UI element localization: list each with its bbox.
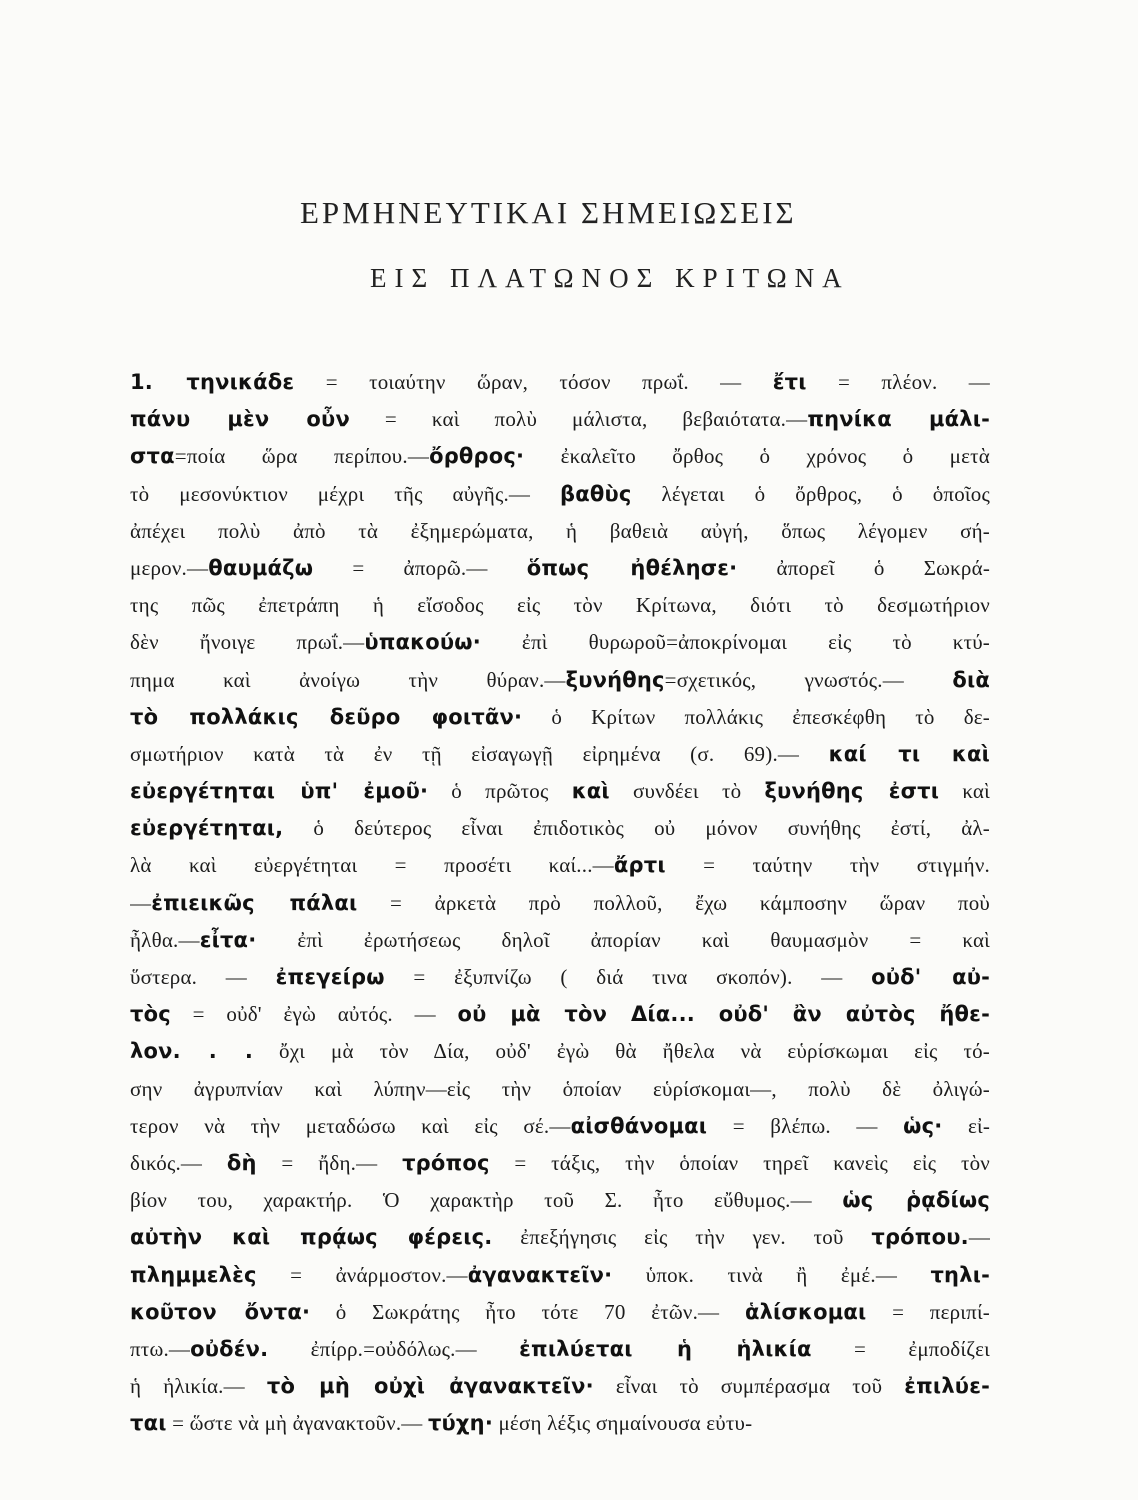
lemma-term: οὐδέν. [190, 1336, 269, 1361]
lemma-term: ται [130, 1411, 167, 1436]
text-line [130, 1219, 990, 1256]
text-line [130, 587, 990, 624]
gloss-text: = περιπί- [866, 1299, 990, 1324]
text-line [130, 699, 990, 736]
gloss-text: = ἤδη.— [256, 1150, 403, 1175]
gloss-text: ὑποκ. τινὰ ἢ ἐμέ.— [612, 1262, 931, 1287]
lemma-term: ἐπεγείρω [275, 965, 385, 989]
text-line [130, 1294, 990, 1331]
lemma-term: βαθὺς [560, 481, 632, 506]
text-line [130, 1405, 990, 1442]
gloss-text: ὕστερα. — [130, 965, 276, 989]
gloss-text: ἦλθα.— [130, 927, 200, 952]
gloss-text: πτω.— [130, 1336, 191, 1361]
gloss-text: σην ἀγρυπνίαν καὶ λύπην—εἰς τὴν ὁποίαν εὑρίσκομαι—, πολὺ δὲ ὀλιγώ- [130, 1076, 990, 1101]
text-line [130, 736, 990, 773]
lemma-term: καὶ [571, 779, 610, 804]
gloss-text: ἐπὶ θυρωροῦ=ἀποκρίνομαι εἰς τὸ κτύ- [480, 630, 990, 655]
lemma-term: ὡς ῥᾳδίως [842, 1188, 990, 1213]
text-line [130, 773, 990, 810]
text-line [130, 1071, 990, 1108]
gloss-text: =σχετικός, γνωστός.— [664, 667, 953, 692]
gloss-text: τὸ μεσονύκτιον μέχρι τῆς αὐγῆς.— [130, 481, 561, 506]
gloss-text: — [968, 1225, 990, 1250]
gloss-text: ἐκαλεῖτο ὄρθος ὁ χρόνος ὁ μετὰ [524, 444, 990, 469]
lemma-term: πλημμελὲς [130, 1262, 257, 1287]
lemma-term: πάνυ μὲν οὖν [130, 407, 350, 432]
lemma-term: τρόπου. [871, 1225, 969, 1250]
text-line [130, 1257, 990, 1294]
text-line [130, 364, 990, 401]
lemma-term: τὸ πολλάκις δεῦρο φοιτᾶν· [130, 704, 523, 729]
lemma-term: στα [130, 444, 175, 469]
gloss-text: μέση λέξις σημαίνουσα εὐτυ- [493, 1411, 753, 1436]
gloss-text: =ποία ὥρα περίπου.— [174, 444, 430, 469]
lemma-term: ὅπως ἠθέλησε· [526, 555, 738, 580]
gloss-text: ὁ Κρίτων πολλάκις ἐπεσκέφθη τὸ δε- [522, 704, 990, 729]
gloss-text: καὶ [939, 779, 990, 804]
lemma-term: εἶτα· [199, 927, 257, 952]
gloss-text: = βλέπω. — [707, 1113, 904, 1138]
lemma-term: εὐεργέτηται, [130, 816, 284, 841]
lemma-term: πηνίκα μάλι- [807, 407, 990, 432]
lemma-term: τὸς [130, 1002, 171, 1027]
gloss-text: ἀπορεῖ ὁ Σωκρά- [737, 555, 990, 580]
gloss-text: = οὐδ' ἐγὼ αὐτός. — [170, 1002, 458, 1027]
gloss-text: δὲν ἤνοιγε πρωΐ.— [130, 630, 365, 655]
text-line [130, 996, 990, 1033]
gloss-text: ἐπὶ ἐρωτήσεως δηλοῖ ἀπορίαν καὶ θαυμασμὸν = καὶ [256, 927, 990, 952]
gloss-text: ἐπίρρ.=οὐδόλως.— [268, 1336, 520, 1361]
gloss-text: τερον νὰ τὴν μεταδώσω καὶ εἰς σέ.— [130, 1113, 571, 1138]
gloss-text: = τάξις, τὴν ὁποίαν τηρεῖ κανεὶς εἰς τὸν [489, 1150, 990, 1175]
lemma-term: ξυνήθης [565, 667, 665, 692]
lemma-term: λον. . . [130, 1039, 254, 1064]
gloss-text: = ἐμποδίζει [811, 1336, 990, 1361]
gloss-text: = ταύτην τὴν στιγμήν. [665, 853, 990, 878]
lemma-term: ἐπιλύεται ἡ ἡλικία [519, 1336, 812, 1361]
lemma-term: ὡς· [903, 1113, 943, 1138]
lemma-term: τύχη· [427, 1411, 494, 1436]
lemma-term: ἁλίσκομαι [744, 1299, 867, 1324]
text-line [130, 476, 990, 513]
gloss-text: λέγεται ὁ ὄρθρος, ὁ ὁποῖος [631, 481, 990, 506]
gloss-text: = ἐξυπνίζω ( διά τινα σκοπόν). — [384, 965, 872, 989]
text-line [130, 885, 990, 922]
lemma-term: 1. τηνικάδε [130, 370, 295, 394]
gloss-text: ἀπέχει πολὺ ἀπὸ τὰ ἐξημερώματα, ἡ βαθειὰ αὐγή, ὅπως λέγομεν σή- [130, 518, 990, 543]
lemma-term: ἀγανακτεῖν· [467, 1262, 613, 1287]
lemma-term: αὐτὴν καὶ πρᾴως φέρεις. [130, 1225, 493, 1250]
lemma-term: ἄρτι [613, 853, 666, 878]
lemma-term: οὐ μὰ τὸν Δία... οὐδ' ἂν αὐτὸς ἤθε- [457, 1002, 990, 1027]
text-line [130, 1331, 990, 1368]
text-line [130, 1108, 990, 1145]
lemma-term: δὴ [226, 1150, 257, 1175]
lemma-term: ἔτι [772, 370, 807, 394]
lemma-term: ἐπιλύε- [904, 1374, 990, 1399]
text-line [130, 1145, 990, 1182]
gloss-text: = πλέον. — [806, 370, 990, 394]
text-line [130, 1182, 990, 1219]
gloss-text: ὁ δεύτερος εἶναι ἐπιδοτικὸς οὐ μόνον συνήθης ἐστί, ἀλ- [283, 816, 990, 841]
lemma-term: θαυμάζω [208, 555, 314, 580]
text-line [130, 959, 990, 996]
lemma-term: τηλι- [930, 1262, 990, 1287]
lemma-term: τρόπος [402, 1150, 490, 1175]
gloss-text: = καὶ πολὺ μάλιστα, βεβαιότατα.— [349, 407, 808, 432]
gloss-text: βίον του, χαρακτήρ. Ὁ χαρακτὴρ τοῦ Σ. ἦτο εὔθυμος.— [130, 1188, 843, 1213]
lemma-term: ξυνήθης ἐστι [764, 779, 940, 804]
gloss-text: = ὥστε νὰ μὴ ἀγανακτοῦν.— [166, 1411, 428, 1436]
text-line [130, 810, 990, 847]
text-line [130, 922, 990, 959]
page-title: ΕΡΜΗΝΕΥΤΙΚΑΙ ΣΗΜΕΙΩΣΕΙΣ [300, 195, 797, 230]
gloss-text: ὄχι μὰ τὸν Δία, οὐδ' ἐγὼ θὰ ἤθελα νὰ εὑρίσκωμαι εἰς τό- [253, 1039, 990, 1064]
text-line [130, 550, 990, 587]
gloss-text: ὁ Σωκράτης ἦτο τότε 70 ἐτῶν.— [310, 1299, 745, 1324]
text-line [130, 1033, 990, 1070]
text-line [130, 513, 990, 550]
gloss-text: ἐπεξήγησις εἰς τὴν γεν. τοῦ [492, 1225, 872, 1250]
lemma-term: οὐδ' αὐ- [871, 965, 990, 989]
text-line [130, 401, 990, 438]
lemma-term: τὸ μὴ οὐχὶ ἀγανακτεῖν· [266, 1374, 594, 1399]
lemma-term: ἐπιεικῶς πάλαι [151, 890, 358, 915]
gloss-text: = ἀπορῶ.— [313, 555, 527, 580]
gloss-text: = ἀρκετὰ πρὸ πολλοῦ, ἔχω κάμποσην ὥραν ποὺ [357, 890, 990, 915]
text-line [130, 847, 990, 884]
gloss-text: — [130, 890, 152, 915]
gloss-text: συνδέει τὸ [609, 779, 765, 804]
text-line [130, 624, 990, 661]
gloss-text: εἰ- [942, 1113, 990, 1138]
gloss-text: λὰ καὶ εὐεργέτηται = προσέτι καί...— [130, 853, 614, 878]
gloss-text: της πῶς ἐπετράπη ἡ εἴσοδος εἰς τὸν Κρίτωνα, διότι τὸ δεσμωτήριον [130, 593, 990, 618]
text-line [130, 438, 990, 475]
gloss-text: σμωτήριον κατὰ τὰ ἐν τῇ εἰσαγωγῇ εἰρημένα (σ. 69).— [130, 741, 829, 766]
lemma-term: κοῦτον ὄντα· [130, 1299, 311, 1324]
text-line [130, 1368, 990, 1405]
gloss-text: = ἀνάρμοστον.— [256, 1262, 468, 1287]
commentary-text [130, 364, 990, 1442]
lemma-term: εὐεργέτηται ὑπ' ἐμοῦ· [130, 779, 429, 804]
gloss-text: ἡ ἡλικία.— [130, 1374, 267, 1399]
gloss-text: ὁ πρῶτος [428, 779, 572, 804]
gloss-text: μερον.— [130, 555, 209, 580]
gloss-text: δικός.— [130, 1150, 227, 1175]
lemma-term: ὄρθρος· [429, 444, 525, 469]
lemma-term: διὰ [952, 667, 990, 692]
lemma-term: αἰσθάνομαι [570, 1113, 708, 1138]
section-subtitle: ΕΙΣ ΠΛΑΤΩΝΟΣ ΚΡΙΤΩΝΑ [370, 263, 850, 293]
gloss-text: = τοιαύτην ὥραν, τόσον πρωΐ. — [294, 370, 773, 394]
lemma-term: ὑπακούω· [364, 630, 481, 655]
gloss-text: πημα καὶ ἀνοίγω τὴν θύραν.— [130, 667, 566, 692]
lemma-term: καί τι καὶ [828, 741, 990, 766]
text-line [130, 662, 990, 699]
gloss-text: εἶναι τὸ συμπέρασμα τοῦ [593, 1374, 905, 1399]
